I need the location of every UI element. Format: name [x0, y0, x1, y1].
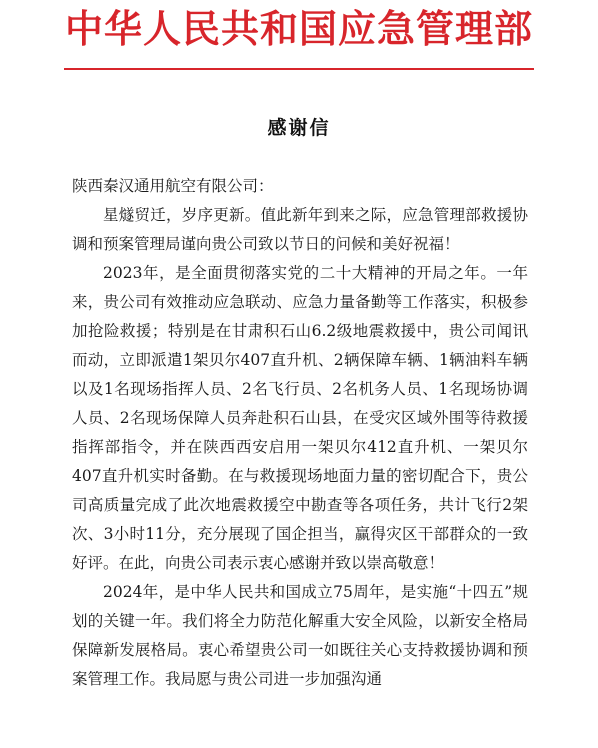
paragraph-2024-outlook: 2024年，是中华人民共和国成立75周年，是实施“十四五”规划的关键一年。我们将全力防范化解重大安全风险，以新安全格局保障新发展格局。衷心希望贵公司一如既往关心支持救援协调和预案管理工作。我局愿与贵公司进一步加强沟通 — [72, 583, 528, 688]
salutation: 陕西秦汉通用航空有限公司： — [72, 177, 274, 195]
paragraph-greeting: 星燧贸迁，岁序更新。值此新年到来之际，应急管理部救援协调和预案管理局谨向贵公司致以节日的问候和美好祝福！ — [72, 206, 528, 253]
paragraph-2023-review: 2023年，是全面贯彻落实党的二十大精神的开局之年。一年来，贵公司有效推动应急联动、应急力量备勤等工作落实，积极参加抢险救援；特别是在甘肃积石山6.2级地震救援中，贵公司闻讯而动，立即派遣1架贝尔407直升机、2辆保障车辆、1辆油料车辆以及1名现场指挥人员、2名飞行员、2名机务人员、1名现场协调人员、2名现场保障人员奔赴积石山县，在受灾区域外围等待救援指挥部指令，并在陕西西安启用一架贝尔412直升机、一架贝尔407直升机实时备勤。在与救援现场地面力量的密切配合下，贵公司高质量完成了此次地震救援空中勘查等各项任务，共计飞行2架次、3小时11分，充分展现了国企担当，赢得灾区干部群众的一致好评。在此，向贵公司表示衷心感谢并致以崇高敬意！ — [72, 264, 528, 572]
letterhead-divider — [64, 68, 534, 70]
document-title: 感谢信 — [267, 117, 331, 139]
letterhead-org-name: 中华人民共和国应急管理部 — [64, 6, 533, 51]
letter-body — [72, 172, 528, 694]
